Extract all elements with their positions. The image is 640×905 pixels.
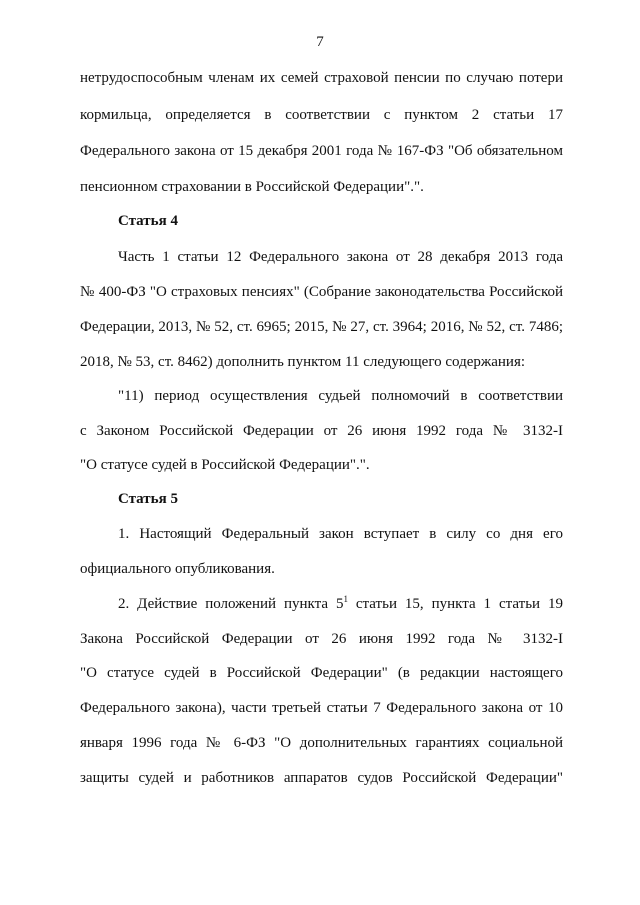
page-number: 7: [316, 34, 324, 50]
paragraph-line: "О статусе судей в Российской Федерации".".: [80, 457, 370, 473]
paragraph-line: Часть 1 статьи 12 Федерального закона от 28 декабря 2013 года: [118, 249, 563, 265]
paragraph-line: [118, 595, 563, 613]
paragraph-line: с Законом Российской Федерации от 26 июня 1992 года № 3132-I: [80, 423, 563, 439]
paragraph-line: Федерального закона), части третьей статьи 7 Федерального закона от 10: [80, 700, 563, 716]
article-heading: Статья 5: [118, 491, 178, 507]
paragraph-line: Федерального закона от 15 декабря 2001 года № 167-ФЗ "Об обязательном: [80, 143, 563, 159]
paragraph-line: № 400-ФЗ "О страховых пенсиях" (Собрание законодательства Российской: [80, 284, 563, 300]
paragraph-line: 2018, № 53, ст. 8462) дополнить пунктом 11 следующего содержания:: [80, 354, 526, 370]
paragraph-line: защиты судей и работников аппаратов судов Российской Федерации": [80, 770, 563, 786]
paragraph-line: кормильца, определяется в соответствии с пунктом 2 статьи 17: [80, 107, 563, 123]
superscript: 1: [343, 594, 348, 604]
paragraph-line: пенсионном страховании в Российской Федерации".".: [80, 179, 424, 195]
paragraph-line: "11) период осуществления судьей полномочий в соответствии: [118, 388, 563, 404]
paragraph-line: Федерации, 2013, № 52, ст. 6965; 2015, № 27, ст. 3964; 2016, № 52, ст. 7486;: [80, 319, 563, 335]
paragraph-line: Закона Российской Федерации от 26 июня 1992 года № 3132-I: [80, 631, 563, 647]
paragraph-text: статьи 15, пункта 1 статьи 19: [347, 596, 564, 612]
paragraph-line: января 1996 года № 6-ФЗ "О дополнительных гарантиях социальной: [80, 735, 563, 751]
paragraph-line: нетрудоспособным членам их семей страховой пенсии по случаю потери: [80, 70, 563, 86]
paragraph-text: 2. Действие положений пункта 5: [118, 596, 344, 612]
article-heading: Статья 4: [118, 213, 178, 229]
paragraph-line: официального опубликования.: [80, 561, 275, 577]
paragraph-line: "О статусе судей в Российской Федерации" (в редакции настоящего: [80, 665, 563, 681]
paragraph-line: 1. Настоящий Федеральный закон вступает в силу со дня его: [118, 526, 563, 542]
